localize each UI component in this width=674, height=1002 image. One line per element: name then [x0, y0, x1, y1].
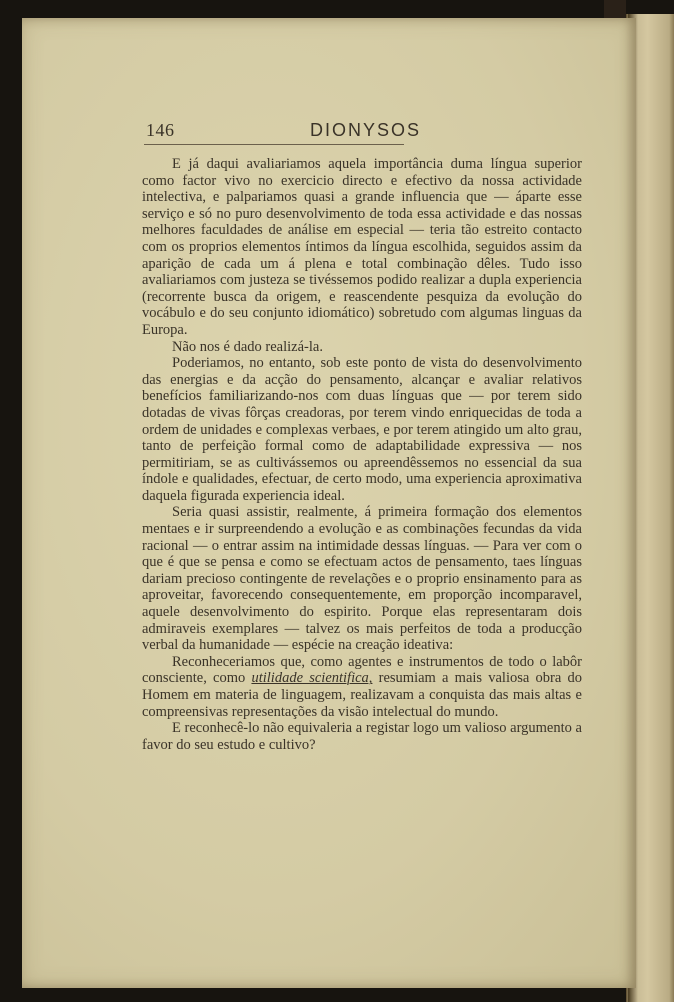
- page: [22, 18, 636, 988]
- body-text: [142, 156, 582, 753]
- paragraph: [142, 654, 582, 720]
- paragraph: Poderiamos, no entanto, sob este ponto de vista do desenvolvimento das energias e da acção do pensamento, alcançar e avaliar relativos benefícios familiarizando-nos com duas línguas que — por terem sido dotadas de vivas fôrças creadoras, por terem vindo enriquecidas de toda a ordem de unidades e complexas verbaes, e por terem atingido um alto grau, tanto de perfeição formal como de adaptabilidade expressiva — nos permitiriam, se as cultivássemos ou apreendêssemos no essencial da sua índole e qualidades, efectuar, de certo modo, uma experiencia aproximativa daquela figurada experiencia ideal.: [142, 355, 582, 504]
- emphasized-phrase: utilidade scientifica,: [251, 670, 373, 687]
- book-title: DIONYSOS: [310, 120, 422, 140]
- page-number: 146: [146, 120, 175, 140]
- paragraph-text: Reconheceriamos que, como agentes e instrumentos de todo o labôr consciente, como: [142, 653, 582, 687]
- running-head: [144, 118, 422, 145]
- paragraph: Não nos é dado realizá-la.: [172, 338, 323, 355]
- paragraph: Seria quasi assistir, realmente, á primeira formação dos elementos mentaes e ir surpreendendo a evolução e as combinações fecundas da vida racional — o entrar assim na intimidade dessas línguas. — Para ver com o que é que se pensa e como se efectuam actos de pensamento, taes línguas dariam precioso contingente de revelações e o proprio ensinamento para as aproveitar, favorecendo consequentemente, em proporção incomparavel, aquele desenvolvimento do espirito. Porque elas representaram dois admiraveis exemplares — talvez os mais perfeitos de toda a producção verbal da humanidade — espécie na creação ideativa:: [142, 504, 582, 654]
- paragraph: E já daqui avaliariamos aquela importância duma língua superior como factor vivo no exercicio directo e efectivo da nossa actividade intelectiva, e palpariamos quasi a grande influencia que — áparte esse serviço e só no puro desenvolvimento de toda essa actividade e das nossas melhores faculdades de análise em especial — teria tão estreito contacto com os proprios elementos íntimos da língua escolhida, seguidos assim da aparição de cada um á plena e total combinação dêles. Tudo isso avaliariamos com justeza se tivéssemos podido realizar a dupla experiencia (recorrente busca da origem, e reascendente pesquiza da evolução do vocábulo e do seu conjunto idiomático) sobretudo com algumas linguas da Europa.: [142, 156, 582, 338]
- paragraph-text: resumiam a mais valiosa obra do Homem em materia de linguagem, realizavam a conquista das mais altas e compreensivas representações da visão intelectual do mundo.: [142, 670, 582, 720]
- paragraph: E reconhecê-lo não equivaleria a registar logo um valioso argumento a favor do seu estudo e cultivo?: [142, 720, 582, 753]
